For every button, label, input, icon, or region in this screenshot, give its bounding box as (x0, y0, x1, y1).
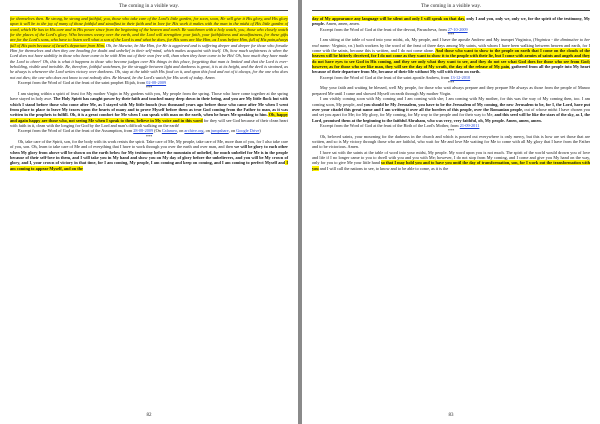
italic-text: Oh, be likewise, be like Him, for He is aggrieved and is suffering deeper and deeper for those who forsake Him for themselves and then they are heading for doubt and unbelief in their self-mind, which makes acquaint with itself. Oh, how much unfairness is when the Lord does not have stability in those who have come to be with Him out of their own free will, than when they have come to be His! Oh, how much they have made the Lord to cheer! Oh, this is what it happens to those who become judges over His things in this place, forgetting that man is limited and that the Lord is ever-beholding, visible and invisible. Be, therefore, faithful watchmen, for the struggle between light and darkness is great, it is at its height, and the devil is strained, as he always is whenever the Lord writes victory over darkness. Oh, stay at the table with His food on it, and upon this food and eat of it always, for the one who does not eat dies; the one who does not know to eat nobody dies. Be blessed, be the Lord's watch for His work of today. Amen. (10, 42, 288, 80)
left-page-body (10, 16, 288, 171)
excerpt-source-text: Excerpt from the Word of God at the feast of the Assumption, from (18, 128, 134, 134)
date-link[interactable]: 28-08-2009 (133, 128, 154, 134)
paragraph (10, 16, 288, 80)
highlighted-text: I am coming to appear Myself, and on the (10, 160, 289, 171)
separator-stars: *** (145, 133, 153, 139)
separator-text: ) (259, 128, 261, 134)
running-head-right: The coming in a visible way. (312, 3, 590, 11)
body-text: out of whose midst I have chosen you and set you apart for Me; for My glory, for My coming, for My way to the people and for their way to Me, (312, 106, 590, 118)
date-link[interactable]: 02-08-2009 (146, 80, 167, 86)
archive-org-link[interactable]: archive.org (184, 128, 204, 134)
separator-text: , on (203, 128, 211, 134)
body-text: and I will call the nations to see, to know and to be able to come, as it is the (318, 165, 449, 171)
separator-stars: *** (447, 80, 455, 86)
excerpt-source-text: (On (153, 128, 162, 134)
highlighted-text: And those who want to show to the people on earth that I come on the clouds of the heaven will be bitterly deceived, for I do not come as they want to show it to the people with their lie, but I come with armies of saints and angels and they do not have eyes to see God in His coming, and they see only what they want to see, and they do not see what God does for those who see from God; however, as for those who see like man, they will see the day of My wrath, the day of the release of My pain, (312, 48, 590, 70)
jumpshare-link[interactable]: jumpshare (210, 128, 229, 134)
body-text: I am staying within a spirit of feast for My mother Virgin in My gardens with you, My people from the spring. Those who have come together at the spring have stayed in holy awe. (10, 90, 288, 102)
date-link[interactable]: 13-12-2010 (450, 74, 471, 80)
highlighted-text: always full of His pain because of Israel's departure from Him. (10, 37, 288, 48)
excerpt-source-text: Excerpt from the Word of God at the feast of the Birth of the Lord's Mother, from (320, 122, 460, 128)
paragraph (10, 139, 288, 171)
excerpt-source (10, 128, 288, 133)
google-drive-link[interactable]: Google Drive (236, 128, 260, 134)
paragraph (312, 37, 590, 74)
bold-text: and this seed will be like the stars of the sky, as I, the Lord, promised them at the beginning to the faithful Abraham, who was very, very faithful, oh, My people. Amen, amen, amen. (312, 112, 591, 123)
italic-note: Virginica - the diminutive to her real name: Virginia, r.n. (312, 37, 590, 48)
body-text: Oh, take care of the Spirit, son, for the body with its work resists the spirit. Take care of Me, My people, take care of Me, more than of you, for I also take care of you, son. Oh, learn to take care of Me and of everything that I have to work through you over the earth and over man, and then (10, 138, 288, 150)
separator-stars: *** (447, 128, 455, 134)
left-page (0, 0, 298, 424)
body-text: I am visibly coming soon with My coming and I am coming with she; I am coming with My mother, for this was the way of My coming then, too. I am coming soon, My people, and (312, 96, 590, 107)
date-link[interactable]: 27-10-2009 (447, 26, 468, 32)
paragraph: May your faith and waiting be blessed, well My people, for those who wait always prepare and they prepare Me always as those from the people of Manoo prepared Me until I came and showed Myself on earth through My mother Virgin. (312, 85, 590, 96)
body-text: Amen, amen, amen. (324, 21, 360, 27)
paragraph (312, 96, 590, 123)
highlighted-text: Oh, happy and again happy are those who, not seeing Me when I speak to them, believe in My voice and in this word (10, 112, 288, 123)
separator-stars: *** (447, 32, 455, 38)
date-link[interactable]: 21-09-2011 (459, 122, 480, 128)
right-page-body (312, 16, 590, 171)
bold-text: The Holy Spirit has caught power by their faith and touched many deep down in their being, and you are My little flock but with which I stand before those who come after Me, as I stayed with My little bunch (two thousand years ago before those who came after Me when I went from place to place to leave My traces upon the hearts of many and to prove Myself before them as true God coming from the Father to man, as it was written in the prophets to fulfill. Oh, it is a great comfort for Me when I can speak with man on the earth, when he hears Me speaking to him. (10, 96, 288, 118)
excerpt-source-text: Excerpt from the Word of God at the feast of the devout, Paraschevа, from (320, 26, 448, 32)
bold-text: only I and you, only we, only we, for the spirit of the testimony, My people. (312, 16, 590, 27)
page-number-right: 83 (448, 413, 454, 418)
bold-text: you should be My Jerusalem, you have to be the Jerusalem of My coming, the new Jerusalem to be, for I, the Lord, have put over your citadel this great name and I am writing it over all the borders of this people, over the Romanian people, (312, 101, 590, 112)
paragraph (10, 91, 288, 128)
right-page (302, 0, 600, 424)
separator-text: , on (176, 128, 185, 134)
body-text: for they will see God because of their clean heart with faith in it, clean with the longing for God by the Lord and man's difficult walking on the earth! (10, 117, 288, 128)
paragraph (312, 16, 590, 27)
bold-text: gathered from all the people into My heart because of their departure from Me, because of their life without My will with them on earth. (312, 64, 590, 75)
bold-text: we will be glory to each other when My glory from above will be shown on the earth below for My testimony before the mountain of unbelief, for much unbelief for Me is in the people because of their self-love in them, and I will take you in My hand and show you on My day of glory before the unbelievers, and you will be My crown of glory, and I, your crown of victory in that time, for I am coming, My people, I am coming and keep on coming, and I am coming to perfect Myself and (10, 144, 288, 166)
paragraph: Oh, beloved saints, your mourning for the darkness in the church and which is poured out everywhere is only mercy, but this is how are set those that are written, and so is My victory through those who are faithful, who wait for Me and love Me waiting for Me to come with all My glory that I have from the Father and to be victorious. Amen. (312, 133, 590, 150)
highlighted-text: for themselves then. Be strong, be strong and faithful, you, those who take care of the Lord's little garden, for soon, soon, He will give it His glory, and His glory upon it will be to the joy of many of those faithful and steadfast in their faith and in love for His work it makes with the man in the midst of His little garden of word, which He has in His care and in His power since from the beginning of the heaven and earth. Be watchmen with a holy watch, you, those who closely watch for the places of the Lord's glory. Who becomes weary over the earth, and the Lord will strengthen your faith, your faithfulness and steadfastness, for these gifts are for the Lord's sons, who have to listen well what a son of the Lord is and what he does, for His sons are like Him, as I was before Him, full of His pain, (10, 16, 288, 43)
calameo-link[interactable]: Calameo (161, 128, 177, 134)
excerpt-source-text: Excerpt from the Word of God at the feast of the saint apostle Andrew, from (320, 74, 451, 80)
running-head-left: The coming in a visible way. (10, 3, 288, 11)
separator-text: , on (228, 128, 237, 134)
separator-stars: *** (145, 85, 153, 91)
body-text: ) both workers by the word of the feast of three days among My saints, with whom I have been walking between heaven and earth, for I come with the saints, because this is written, and I do not come alone. (312, 42, 590, 54)
body-text: I am sitting at the table of word into your midst, oh, My people, and I have the apostle Andrew and My trumpet Virginica, ( (320, 37, 535, 43)
highlighted-text: day of My appearance any language will be silent and only I will speak on that day, (312, 16, 466, 21)
body-text: I have sat with the saints at the table of word into your midst, My people. My word upon you is not much. The spirit of the world would drown you of love and life if I no longer came to you to dwell with you and you with Me; however, I do not stop from My coming, and I come and give you My hand on the way, only for you to give Me your little hand (312, 149, 590, 166)
paragraph (312, 150, 590, 171)
highlighted-text: so that I may hold you and to have you until the day of transformation, son, for I work out the transformation with you (312, 160, 590, 171)
excerpt-source-text: Excerpt from the Word of God at the feast of the saint prophet Elijah, from (18, 80, 147, 86)
page-number-left: 82 (146, 413, 152, 418)
